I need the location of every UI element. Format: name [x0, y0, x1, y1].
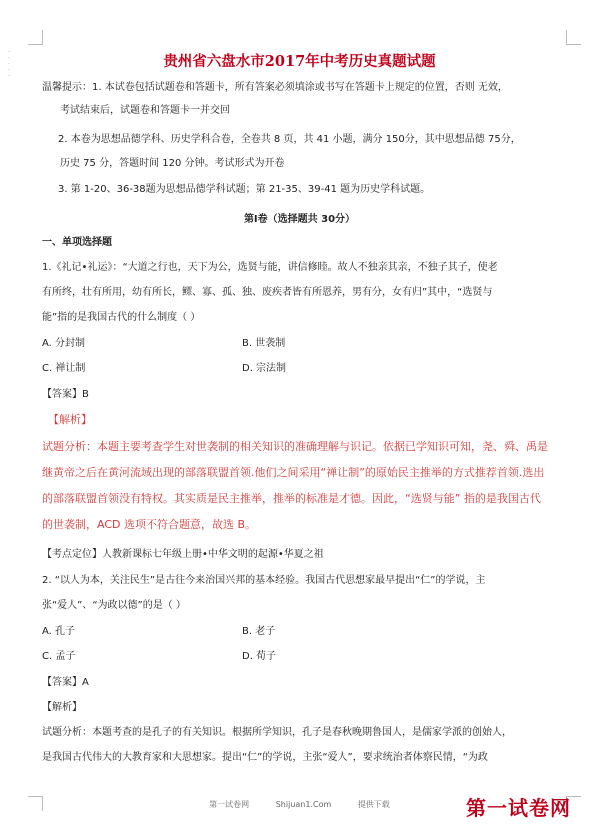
q1-analysis-line-2: 继黄帝之后在黄河流域出现的部落联盟首领.他们之间采用“禅让制”的原始民主推举的方式推荐首领.选出	[42, 466, 545, 479]
crop-mark-top-right	[566, 30, 581, 45]
brand-watermark: 第一试卷网	[466, 796, 571, 820]
q1-answer: 【答案】B	[42, 389, 89, 400]
q2-analysis-line-1: 试题分析：本题考查的是孔子的有关知识。根据所学知识，孔子是春秋晚期鲁国人，是儒家学派的创始人，	[42, 727, 512, 738]
q2-analysis-line-2: 是我国古代伟大的大教育家和大思想家。提出“仁”的学说，主张“爱人”，要求统治者体察民情，“为政	[42, 752, 488, 763]
q2-option-c: C. 孟子	[42, 651, 76, 662]
q1-option-a: A. 分封制	[42, 338, 86, 349]
crop-mark-top-left	[28, 30, 43, 45]
binding-dots: · · · · ·	[8, 49, 10, 80]
q2-option-b: B. 老子	[242, 626, 276, 637]
q1-analysis-line-3: 的部落联盟首领没有特权。其实质是民主推举，推举的标准是才德。因此，“选贤与能” 指的是我国古代	[42, 492, 541, 505]
notice-line-2: 考试结束后，试题卷和答题卡一并交回	[60, 105, 230, 116]
section-title: 第Ⅰ卷（选择题共 30分）	[243, 214, 356, 225]
q1-analysis-label: 【解析】	[48, 413, 92, 426]
q1-option-d: D. 宗法制	[242, 363, 287, 374]
q2-option-d: D. 荀子	[242, 651, 277, 662]
q2-analysis-label: 【解析】	[42, 702, 82, 713]
footer-provide: 提供下载	[357, 800, 390, 809]
q2-line-2: 张“爱人”、“为政以德”的是（ ）	[42, 600, 186, 611]
notice-line-3: 2. 本卷为思想品德学科、历史学科合卷，全卷共 8 页，共 41 小题，满分 150分，其中思想品德 75分，	[58, 134, 521, 145]
page-title: 贵州省六盘水市2017年中考历史真题试题	[163, 53, 436, 70]
q2-option-a: A. 孔子	[42, 626, 76, 637]
q2-line-1: 2. “以人为本，关注民生”是古往今来治国兴邦的基本经验。我国古代思想家最早提出“仁”的学说，主	[42, 575, 486, 586]
q1-line-1: 1.《礼记•礼运》：“大道之行也，天下为公，选贤与能，讲信修睦。故人不独亲其亲，不独子其子，使老	[42, 262, 498, 273]
notice-line-1: 温馨提示：1. 本试卷包括试题卷和答题卡，所有答案必须填涂或书写在答题卡上规定的位置，否则 无效，	[42, 82, 508, 93]
q1-analysis-line-4: 的世袭制，ACD 选项不符合题意，故选 B。	[42, 518, 257, 531]
q2-answer: 【答案】A	[42, 677, 89, 688]
part-heading: 一、单项选择题	[42, 237, 112, 248]
q1-point: 【考点定位】人教新课标七年级上册•中华文明的起源•华夏之祖	[42, 549, 324, 560]
q1-line-2: 有所终，壮有所用，幼有所长，鳏、寡、孤、独、废疾者皆有所恩养，男有分，女有归”其中，“选贤与	[42, 287, 493, 298]
q1-option-b: B. 世袭制	[242, 338, 286, 349]
footer-url: Shijuan1.Com	[275, 800, 332, 809]
q1-option-c: C. 禅让制	[42, 363, 86, 374]
q1-analysis-line-1: 试题分析：本题主要考查学生对世袭制的相关知识的准确理解与识记。依据已学知识可知，尧、舜、禹是	[42, 440, 548, 453]
footer-site: 第一试卷网	[209, 800, 250, 809]
notice-line-5: 3. 第 1-20、36-38题为思想品德学科试题；第 21-35、39-41 题为历史学科试题。	[58, 184, 431, 195]
notice-line-4: 历史 75 分，答题时间 120 分钟。考试形式为开卷	[60, 158, 285, 169]
q1-line-3: 能”指的是我国古代的什么制度（ ）	[42, 312, 201, 323]
